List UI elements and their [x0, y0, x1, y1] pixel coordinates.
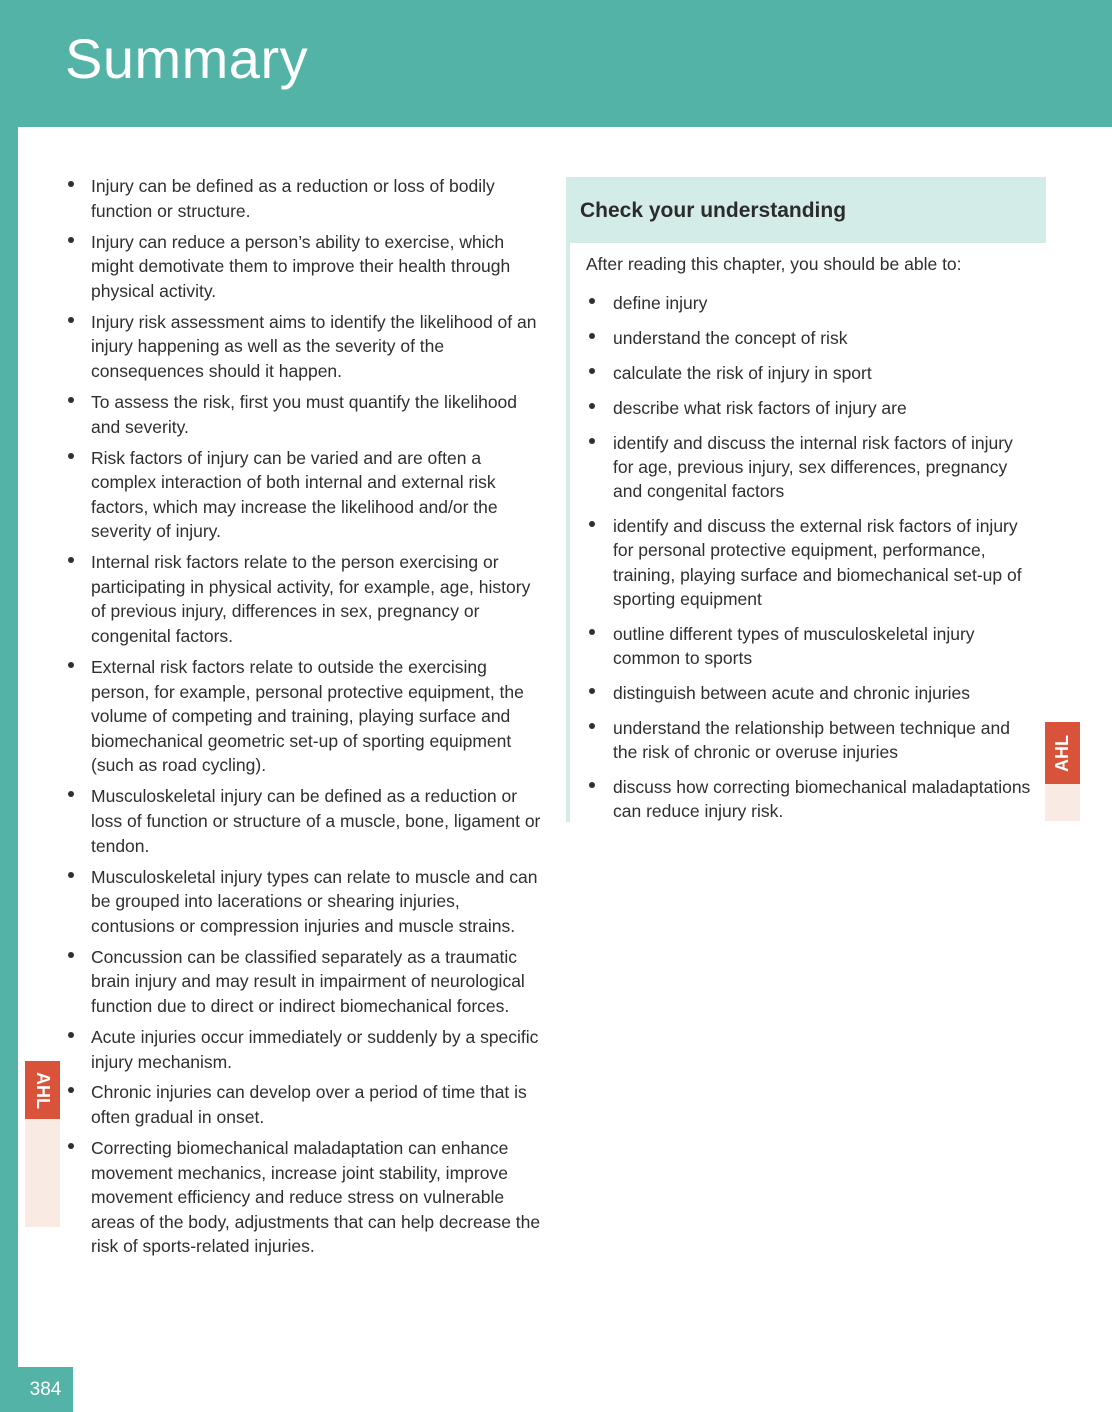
- left-margin-strip: [0, 127, 18, 1412]
- objective-item: identify and discuss the internal risk factors of injury for age, previous injury, sex differences, pregnancy and congenital factors: [587, 431, 1037, 504]
- page-title: Summary: [65, 27, 309, 90]
- objective-item: understand the relationship between technique and the risk of chronic or overuse injuries: [587, 716, 1037, 765]
- box-side-line: [566, 177, 570, 822]
- summary-item: Correcting biomechanical maladaptation can enhance movement mechanics, increase joint stability, improve movement efficiency and reduce stress on vulnerable areas of the body, adjustments that can help decrease the risk of sports-related injuries.: [66, 1136, 546, 1259]
- page-number: 384: [18, 1367, 73, 1412]
- objective-item: define injury: [587, 291, 1037, 315]
- summary-list: [66, 174, 546, 1265]
- check-understanding-intro: After reading this chapter, you should be able to:: [586, 254, 962, 274]
- objective-item: distinguish between acute and chronic injuries: [587, 681, 1037, 705]
- objective-item: discuss how correcting biomechanical maladaptations can reduce injury risk.: [587, 775, 1037, 824]
- objective-item: calculate the risk of injury in sport: [587, 361, 1037, 385]
- summary-item: Acute injuries occur immediately or suddenly by a specific injury mechanism.: [66, 1025, 546, 1074]
- objective-item: outline different types of musculoskeletal injury common to sports: [587, 622, 1037, 671]
- page-header: [0, 0, 1112, 127]
- objective-item: identify and discuss the external risk factors of injury for personal protective equipment, performance, training, playing surface and biomechanical set-up of sporting equipment: [587, 514, 1037, 611]
- summary-item: Risk factors of injury can be varied and are often a complex interaction of both internal and external risk factors, which may increase the likelihood and/or the severity of injury.: [66, 446, 546, 544]
- check-understanding-title: Check your understanding: [580, 199, 847, 222]
- objective-item: understand the concept of risk: [587, 326, 1037, 350]
- ahl-tab-label: [25, 1061, 60, 1119]
- ahl-tab-right: [1045, 722, 1080, 821]
- summary-item: External risk factors relate to outside the exercising person, for example, personal protective equipment, the volume of competing and training, playing surface and biomechanical geometric set-up of sporting equipment (such as road cycling).: [66, 655, 546, 778]
- summary-item: Concussion can be classified separately as a traumatic brain injury and may result in impairment of neurological function due to direct or indirect biomechanical forces.: [66, 945, 546, 1019]
- check-understanding-box: [566, 177, 1046, 822]
- ahl-tab-text: AHL: [1052, 734, 1072, 772]
- ahl-tab-text: AHL: [33, 1071, 53, 1109]
- objectives-list: [587, 291, 1037, 834]
- check-understanding-header: [566, 177, 1046, 243]
- summary-item: Chronic injuries can develop over a period of time that is often gradual in onset.: [66, 1080, 546, 1129]
- summary-item: Internal risk factors relate to the person exercising or participating in physical activity, for example, age, history of previous injury, differences in sex, pregnancy or congenital factors.: [66, 550, 546, 648]
- summary-item: Musculoskeletal injury can be defined as a reduction or loss of function or structure of a muscle, bone, ligament or tendon.: [66, 784, 546, 858]
- summary-item: Injury can be defined as a reduction or loss of bodily function or structure.: [66, 174, 546, 223]
- ahl-tab-left: [25, 1061, 60, 1227]
- objective-item: describe what risk factors of injury are: [587, 396, 1037, 420]
- summary-item: Injury can reduce a person’s ability to exercise, which might demotivate them to improve their health through physical activity.: [66, 230, 546, 304]
- ahl-tab-label: [1045, 722, 1080, 784]
- summary-item: Musculoskeletal injury types can relate to muscle and can be grouped into lacerations or shearing injuries, contusions or compression injuries and muscle strains.: [66, 865, 546, 939]
- summary-item: Injury risk assessment aims to identify the likelihood of an injury happening as well as the severity of the consequences should it happen.: [66, 310, 546, 384]
- summary-item: To assess the risk, first you must quantify the likelihood and severity.: [66, 390, 546, 439]
